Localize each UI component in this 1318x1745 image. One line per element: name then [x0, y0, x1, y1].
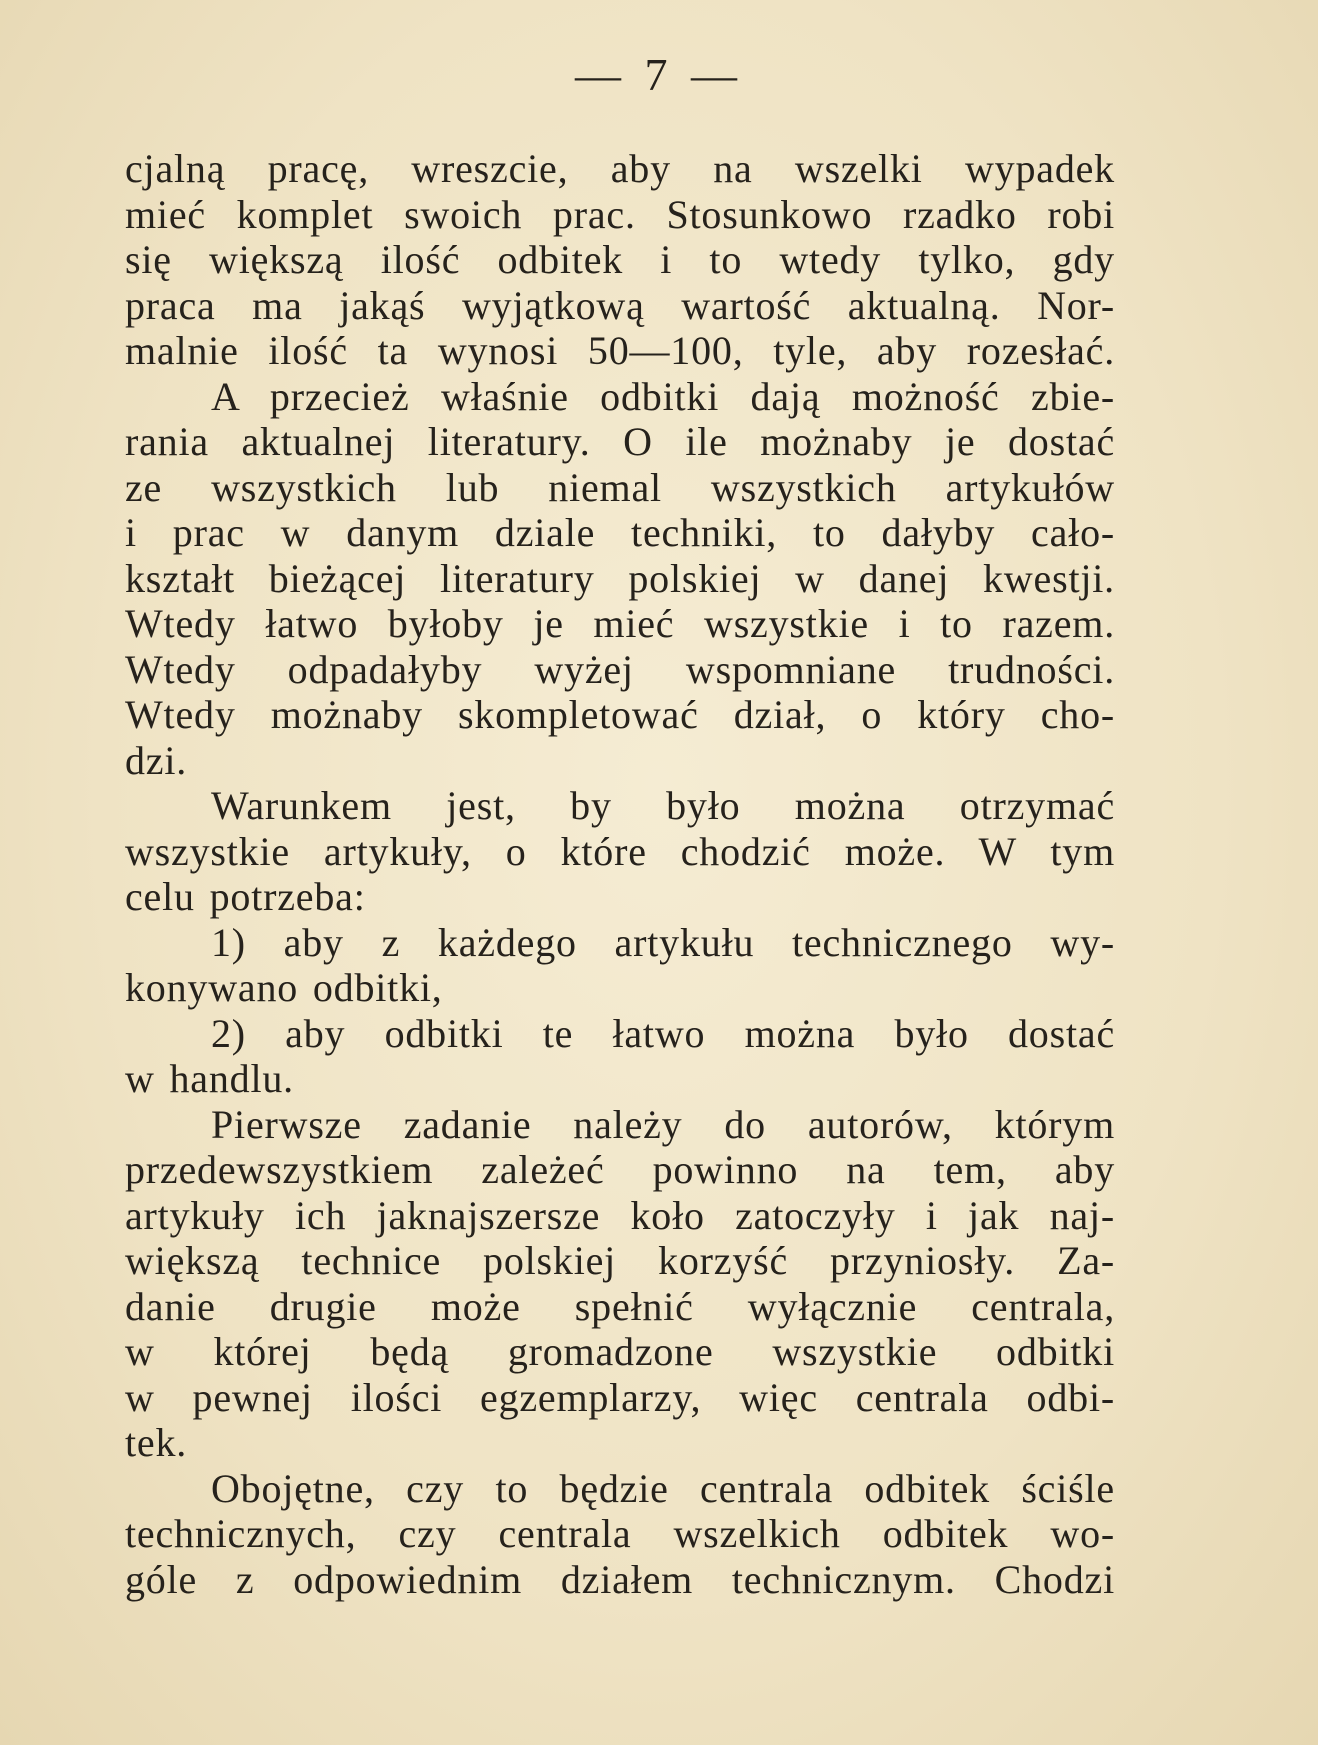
body-text — [125, 146, 1115, 1602]
text-line: Pierwsze zadanie należy do autorów, którym — [211, 1101, 1115, 1147]
page-number: — 7 — — [575, 49, 743, 100]
text-line: Wtedy łatwo byłoby je mieć wszystkie i to razem. — [125, 601, 1115, 646]
text-line: Wtedy możnaby skompletować dział, o który cho- — [125, 692, 1115, 737]
text-line: celu potrzeba: — [125, 874, 366, 919]
text-line: się większą ilość odbitek i to wtedy tylko, gdy — [125, 237, 1115, 282]
text-line: dzi. — [125, 737, 188, 783]
text-line: w której będą gromadzone wszystkie odbitki — [125, 1329, 1115, 1374]
text-line: malnie ilość ta wynosi 50—100, tyle, aby rozesłać. — [125, 328, 1115, 373]
text-line: 1) aby z każdego artykułu technicznego wy- — [211, 919, 1115, 965]
text-line: kształt bieżącej literatury polskiej w danej kwestji. — [125, 555, 1115, 601]
text-line: rania aktualnej literatury. O ile możnaby je dostać — [125, 419, 1115, 464]
text-line: w pewnej ilości egzemplarzy, więc centrala odbi- — [125, 1374, 1115, 1420]
text-line: 2) aby odbitki te łatwo można było dostać — [211, 1010, 1115, 1056]
text-line: ze wszystkich lub niemal wszystkich artykułów — [125, 464, 1115, 510]
text-line: góle z odpowiednim działem technicznym. Chodzi — [125, 1556, 1115, 1602]
text-line: Obojętne, czy to będzie centrala odbitek ściśle — [211, 1465, 1115, 1511]
text-line: konywano odbitki, — [125, 965, 443, 1010]
text-line: Wtedy odpadałyby wyżej wspomniane trudności. — [125, 646, 1115, 692]
text-line: danie drugie może spełnić wyłącznie centrala, — [125, 1283, 1115, 1329]
text-line: wszystkie artykuły, o które chodzić może. W tym — [125, 828, 1115, 874]
text-line: mieć komplet swoich prac. Stosunkowo rzadko robi — [125, 191, 1115, 237]
text-line: A przecież właśnie odbitki dają możność zbie- — [211, 373, 1115, 419]
text-line: technicznych, czy centrala wszelkich odbitek wo- — [125, 1511, 1115, 1556]
text-line: w handlu. — [125, 1056, 294, 1101]
text-line: większą technice polskiej korzyść przyniosły. Za- — [125, 1238, 1115, 1283]
text-line: artykuły ich jaknajszersze koło zatoczyły i jak naj- — [125, 1192, 1115, 1238]
text-line: praca ma jakąś wyjątkową wartość aktualną. Nor- — [125, 282, 1115, 328]
text-line: tek. — [125, 1420, 188, 1465]
text-line: i prac w danym dziale techniki, to dałyby cało- — [125, 510, 1115, 555]
text-line: przedewszystkiem zależeć powinno na tem, aby — [125, 1147, 1115, 1192]
text-line: Warunkem jest, by było można otrzymać — [211, 783, 1115, 828]
text-line: cjalną pracę, wreszcie, aby na wszelki wypadek — [125, 146, 1115, 191]
